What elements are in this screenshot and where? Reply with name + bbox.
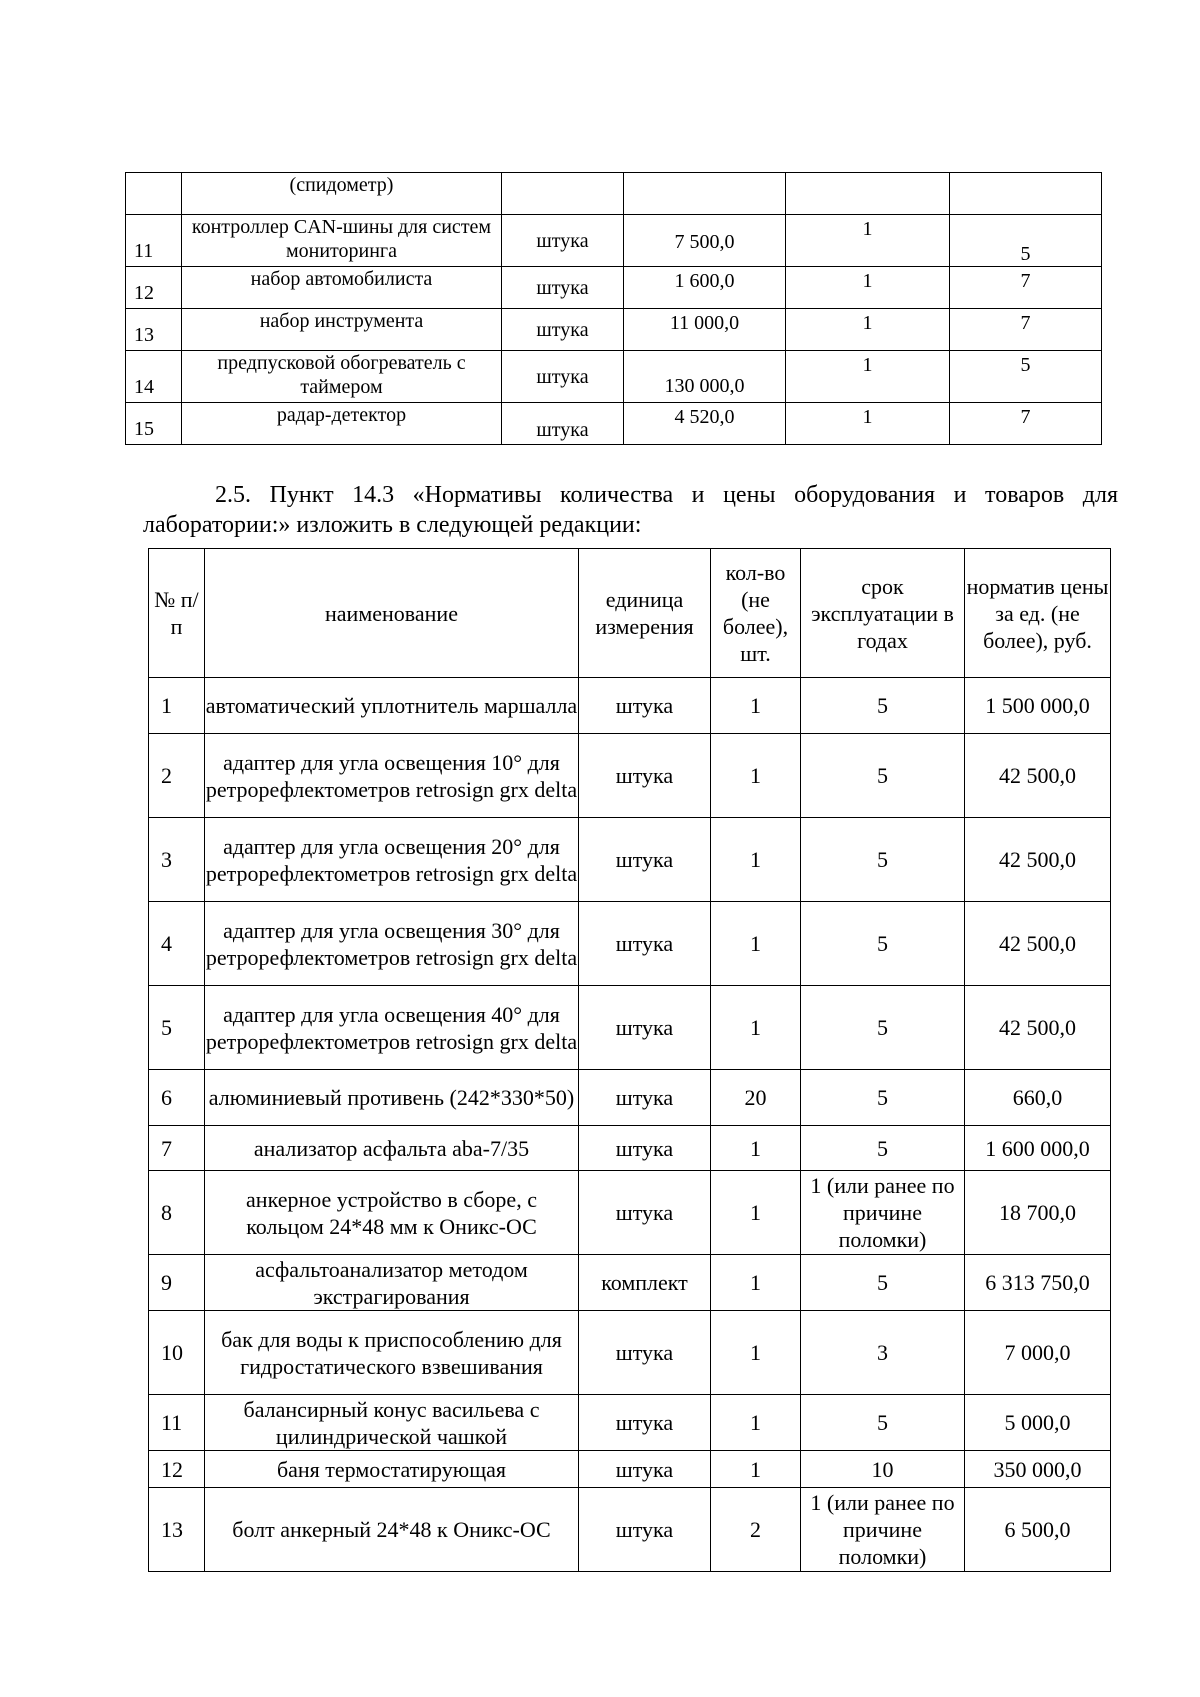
table-row [149,902,1111,986]
cell-life: 5 [801,1070,965,1126]
cell-num: 13 [149,1488,205,1572]
cell-qty: 1 [711,678,801,734]
cell-unit: штука [502,215,624,267]
cell-life: 5 [801,734,965,818]
table-row [126,403,1102,445]
laboratory-equipment-table [148,548,1111,1572]
table-row [126,267,1102,309]
cell-num: 7 [149,1126,205,1171]
cell-num: 10 [149,1311,205,1395]
header-name: наименование [205,549,579,678]
equipment-table-continuation [125,172,1102,445]
cell-name: автоматический уплотнитель маршалла [205,678,579,734]
cell-life: 7 [950,267,1102,309]
table-row [126,351,1102,403]
cell-life: 10 [801,1451,965,1488]
cell-name: анализатор асфальта aba-7/35 [205,1126,579,1171]
cell-name: адаптер для угла освещения 40° для ретрорефлектометров retrosign grx delta [205,986,579,1070]
cell-unit: штука [579,986,711,1070]
table-row [149,1488,1111,1572]
cell-qty: 1 [786,403,950,445]
cell-price: 18 700,0 [965,1171,1111,1255]
cell-qty: 1 [711,986,801,1070]
cell-price: 7 000,0 [965,1311,1111,1395]
cell-price: 1 500 000,0 [965,678,1111,734]
cell-life: 5 [801,902,965,986]
cell-price: 350 000,0 [965,1451,1111,1488]
cell-life: 5 [801,1255,965,1311]
cell-unit: штука [579,678,711,734]
cell-price: 7 500,0 [624,215,786,267]
table-row [149,678,1111,734]
table-row [126,309,1102,351]
cell-price: 11 000,0 [624,309,786,351]
cell-unit: комплект [579,1255,711,1311]
cell-num: 1 [149,678,205,734]
table-header-row [149,549,1111,678]
cell-price: 660,0 [965,1070,1111,1126]
cell-qty: 1 [711,1255,801,1311]
cell-name: анкерное устройство в сборе, с кольцом 24*48 мм к Оникс-ОС [205,1171,579,1255]
cell-qty: 1 [711,734,801,818]
cell-price: 130 000,0 [624,351,786,403]
table-row [149,1255,1111,1311]
section-paragraph [143,480,1118,540]
cell-name: алюминиевый противень (242*330*50) [205,1070,579,1126]
cell-price: 42 500,0 [965,818,1111,902]
cell-life: 5 [950,215,1102,267]
table-row [149,1451,1111,1488]
cell-unit: штука [579,1451,711,1488]
cell-qty: 1 [711,1126,801,1171]
table-row [149,734,1111,818]
cell-name: адаптер для угла освещения 10° для ретрорефлектометров retrosign grx delta [205,734,579,818]
cell-qty: 1 [711,1451,801,1488]
cell-name: предпусковой обогреватель с таймером [182,351,502,403]
cell-qty: 1 [711,1311,801,1395]
cell-life: 5 [801,678,965,734]
cell-price: 1 600,0 [624,267,786,309]
cell-life: 5 [801,1395,965,1451]
cell-num: 6 [149,1070,205,1126]
cell-price: 42 500,0 [965,986,1111,1070]
paragraph-line-2: лаборатории:» изложить в следующей редакции: [143,512,642,538]
table-row [149,1171,1111,1255]
cell-num: 2 [149,734,205,818]
cell-life: 5 [801,1126,965,1171]
cell-name: контроллер CAN-шины для систем мониторинга [182,215,502,267]
cell-qty: 1 [711,818,801,902]
table-row [149,1395,1111,1451]
cell-price: 42 500,0 [965,902,1111,986]
cell-num: 14 [126,351,182,403]
cell-life: 1 (или ранее по причине поломки) [801,1488,965,1572]
cell-qty: 1 [711,902,801,986]
cell-name: адаптер для угла освещения 20° для ретрорефлектометров retrosign grx delta [205,818,579,902]
header-price: норматив цены за ед. (не более), руб. [965,549,1111,678]
cell-price: 4 520,0 [624,403,786,445]
cell-unit: штука [579,818,711,902]
cell-name: асфальтоанализатор методом экстрагирования [205,1255,579,1311]
table-row [126,173,1102,215]
cell-num: 12 [149,1451,205,1488]
table-row [149,818,1111,902]
table-row [149,1126,1111,1171]
cell-name: болт анкерный 24*48 к Оникс-ОС [205,1488,579,1572]
cell-name: радар-детектор [182,403,502,445]
cell-qty: 1 [786,351,950,403]
cell-name: набор автомобилиста [182,267,502,309]
cell-name: балансирный конус васильева с цилиндрической чашкой [205,1395,579,1451]
cell-unit: штука [579,1311,711,1395]
header-life: срок эксплуатации в годах [801,549,965,678]
cell-unit: штука [502,351,624,403]
cell-life: 5 [950,351,1102,403]
cell-qty: 2 [711,1488,801,1572]
cell-num: 8 [149,1171,205,1255]
cell-price: 1 600 000,0 [965,1126,1111,1171]
cell-num: 11 [126,215,182,267]
cell-life: 5 [801,818,965,902]
cell-unit [502,173,624,215]
table-row [149,986,1111,1070]
cell-num: 11 [149,1395,205,1451]
cell-unit: штука [579,1126,711,1171]
cell-num: 15 [126,403,182,445]
cell-life: 1 (или ранее по причине поломки) [801,1171,965,1255]
cell-price: 42 500,0 [965,734,1111,818]
cell-life: 3 [801,1311,965,1395]
table-row [126,215,1102,267]
cell-name: набор инструмента [182,309,502,351]
cell-num: 9 [149,1255,205,1311]
cell-price: 6 500,0 [965,1488,1111,1572]
cell-unit: штука [579,734,711,818]
cell-price [624,173,786,215]
cell-life: 7 [950,309,1102,351]
cell-unit: штука [579,1171,711,1255]
cell-price: 5 000,0 [965,1395,1111,1451]
cell-num: 13 [126,309,182,351]
cell-name: адаптер для угла освещения 30° для ретрорефлектометров retrosign grx delta [205,902,579,986]
cell-unit: штука [579,1488,711,1572]
cell-price: 6 313 750,0 [965,1255,1111,1311]
cell-qty: 1 [786,267,950,309]
cell-life: 7 [950,403,1102,445]
cell-life: 5 [801,986,965,1070]
cell-name: (спидометр) [182,173,502,215]
cell-life [950,173,1102,215]
header-qty: кол-во (не более), шт. [711,549,801,678]
cell-num: 4 [149,902,205,986]
cell-unit: штука [579,1070,711,1126]
cell-unit: штука [502,267,624,309]
cell-unit: штука [579,902,711,986]
cell-unit: штука [502,309,624,351]
header-unit: единица измерения [579,549,711,678]
cell-qty: 1 [786,309,950,351]
cell-qty: 1 [711,1171,801,1255]
cell-num: 12 [126,267,182,309]
cell-qty: 1 [711,1395,801,1451]
cell-name: бак для воды к приспособлению для гидростатического взвешивания [205,1311,579,1395]
cell-name: баня термостатирующая [205,1451,579,1488]
cell-qty: 20 [711,1070,801,1126]
cell-num: 5 [149,986,205,1070]
table-row [149,1070,1111,1126]
table-row [149,1311,1111,1395]
paragraph-line-1: 2.5. Пункт 14.3 «Нормативы количества и цены оборудования и товаров для [215,482,1118,508]
cell-num: 3 [149,818,205,902]
cell-num [126,173,182,215]
cell-qty [786,173,950,215]
cell-unit: штука [502,403,624,445]
header-num: № п/п [149,549,205,678]
cell-unit: штука [579,1395,711,1451]
cell-qty: 1 [786,215,950,267]
